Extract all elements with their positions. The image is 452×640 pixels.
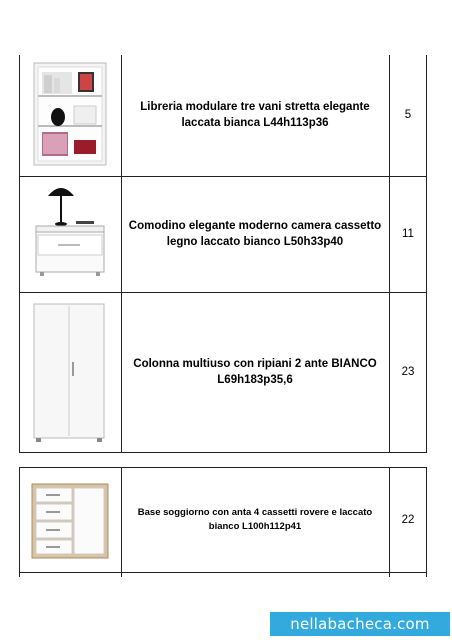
product-image-bookcase [28, 60, 112, 168]
item-quantity: 23 [401, 366, 415, 378]
table-divider-1 [121, 467, 122, 577]
item-description: Base soggiorno con anta 4 cassetti rovere e laccato bianco L100h112p41 [137, 507, 373, 532]
item-quantity: 5 [404, 109, 412, 121]
row-separator [19, 176, 427, 177]
item-quantity: 22 [401, 514, 415, 526]
item-description: Colonna multiuso con ripiani 2 ante BIANCO L69h183p35,6 [133, 358, 377, 386]
product-image-sideboard [28, 480, 112, 564]
table-border-right [426, 467, 427, 577]
watermark-logo: nellabacheca.com [270, 612, 450, 636]
item-description: Comodino elegante moderno camera cassetto legno laccato bianco L50h33p40 [128, 220, 382, 248]
item-quantity: 11 [402, 228, 414, 240]
table-divider-1 [121, 55, 122, 452]
table-border-left [19, 467, 20, 577]
table-border-right [426, 55, 427, 452]
product-image-cabinet [28, 300, 112, 446]
table-border-top [19, 467, 427, 468]
row-separator [19, 292, 427, 293]
table-border-left [19, 55, 20, 452]
table-border-bottom [19, 452, 427, 453]
item-description: Libreria modulare tre vani stretta elegante laccata bianca L44h113p36 [140, 101, 370, 129]
table-border-bottom [19, 572, 427, 573]
product-image-nightstand [28, 182, 112, 287]
